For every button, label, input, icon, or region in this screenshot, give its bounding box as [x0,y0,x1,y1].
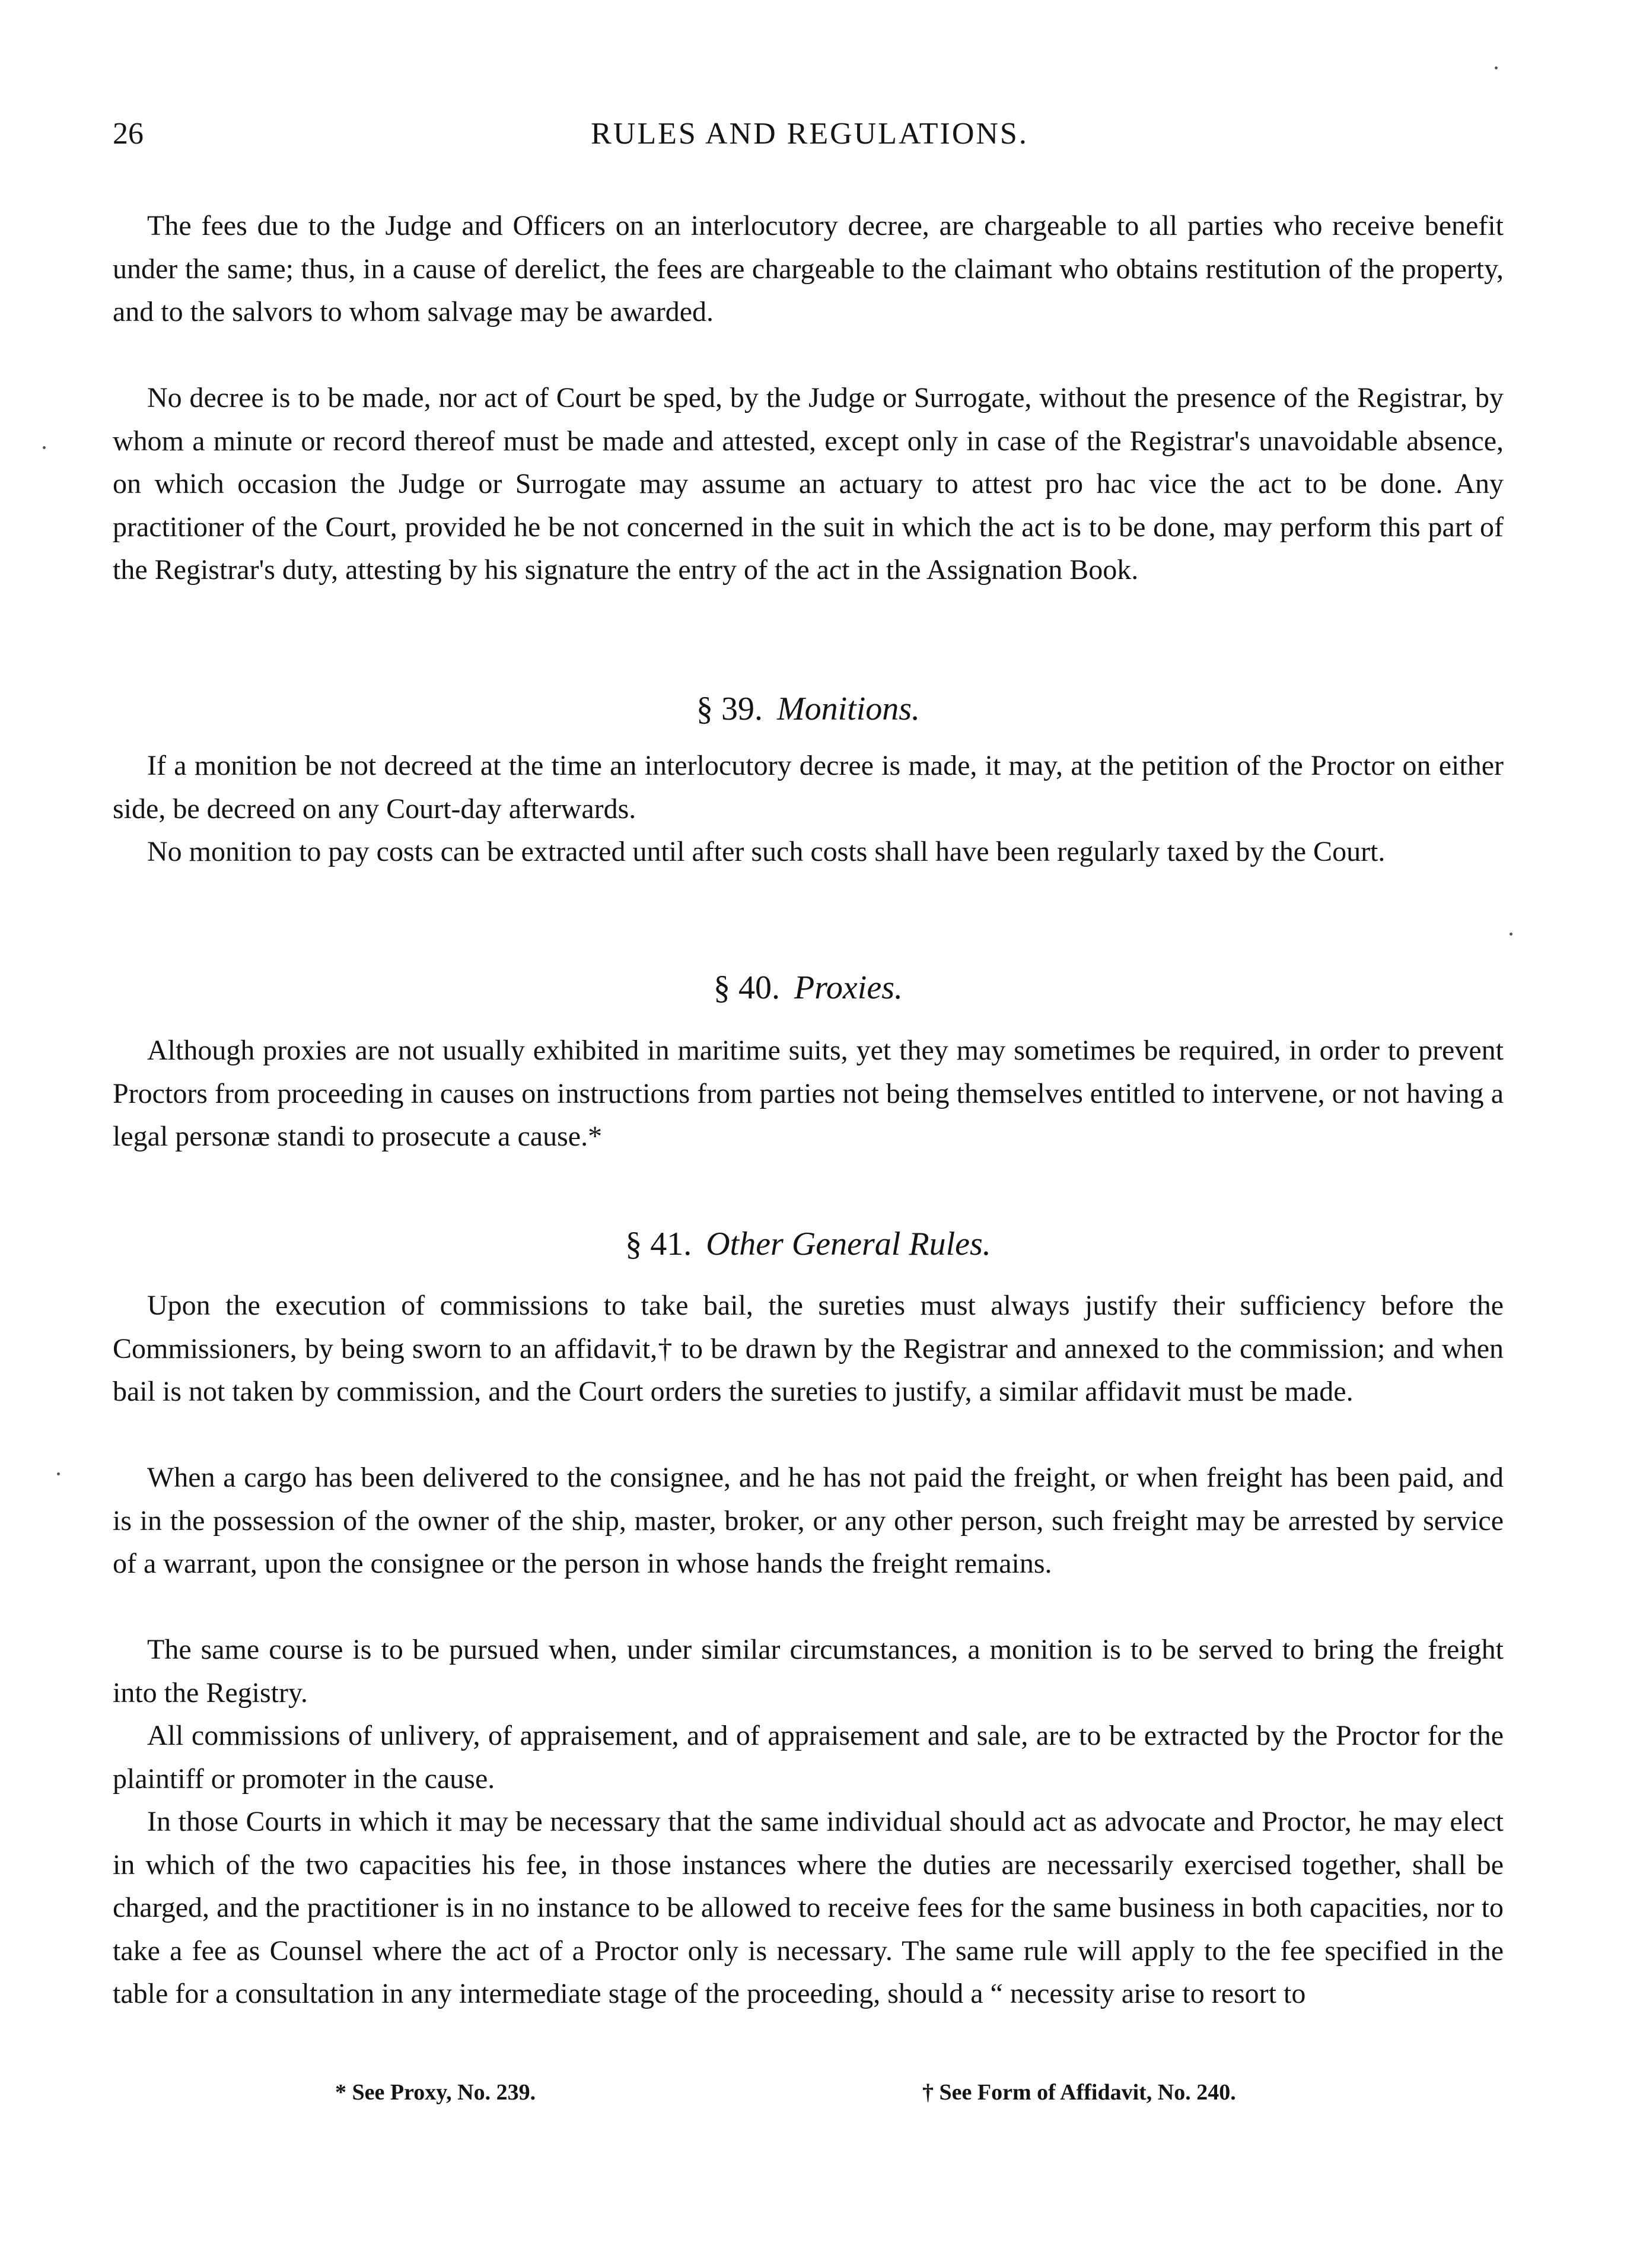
section-number: § 41. [625,1226,692,1262]
section-title: Other General Rules. [706,1226,991,1262]
paragraph-proxies: Although proxies are not usually exhibited in maritime suits, yet they may sometimes be required, in order to prevent Proctors from proceeding in causes on instructions from parties not being themselves entitled to intervene, or not having a legal personæ standi to prosecute a cause.* [113,1035,1504,1152]
section-title: Monitions. [776,691,921,727]
page-header [113,116,1507,170]
paragraph-registrar-presence: No decree is to be made, nor act of Court be sped, by the Judge or Surrogate, without the presence of the Registrar, by whom a minute or record thereof must be made and attested, except only in case of the Registrar's unavoidable absence, on which occasion the Judge or Surrogate may assume an actuary to attest pro hac vice the act to be done. Any practitioner of the Court, provided he be not concerned in the suit in which the act is to be done, may perform this part of the Registrar's duty, attesting by his signature the entry of the act in the Assignation Book. [113,382,1504,586]
paper-speck [1510,933,1512,936]
section-39-heading [113,685,1504,733]
page-number: 26 [113,117,144,151]
running-title: RULES AND REGULATIONS. [591,117,1028,151]
paragraph-cargo-freight: When a cargo has been delivered to the consignee, and he has not paid the freight, or when freight has been paid, and is in the possession of the owner of the ship, master, broker, or any other person, such freight may be arrested by service of a warrant, upon the consignee or the person in whose hands the freight remains. [113,1462,1504,1579]
footnote-affidavit: † See Form of Affidavit, No. 240. [922,2080,1236,2105]
section-title: Proxies. [794,969,903,1006]
paper-speck [43,446,46,449]
paragraph-advocate-proctor: In those Courts in which it may be necessary that the same individual should act as advocate and Proctor, he may elect in which of the two capacities his fee, in those instances where the duties are necessarily exercised together, shall be charged, and the practitioner is in no instance to be allowed to receive fees for the same business in both capacities, nor to take a fee as Counsel where the act of a Proctor only is necessary. The same rule will apply to the fee specified in the table for a consultation in any intermediate stage of the proceeding, should a “ necessity arise to resort to [113,1806,1504,2009]
section-number: § 39. [696,691,763,727]
paper-speck [1495,66,1498,69]
paragraph-interlocutory-fees: The fees due to the Judge and Officers on an interlocutory decree, are chargeable to all parties who receive benefit under the same; thus, in a cause of derelict, the fees are chargeable to the claimant who obtains restitution of the property, and to the salvors to whom salvage may be awarded. [113,210,1504,327]
section-41-heading [113,1220,1504,1268]
paragraph-unlivery-commissions: All commissions of unlivery, of appraisement, and of appraisement and sale, are to be extracted by the Proctor for the plaintiff or promoter in the cause. [113,1720,1504,1795]
paragraph-monition-registry: The same course is to be pursued when, under similar circumstances, a monition is to be served to bring the freight into the Registry. [113,1634,1504,1709]
paragraph-monition-decree: If a monition be not decreed at the time an interlocutory decree is made, it may, at the petition of the Proctor on either side, be decreed on any Court-day afterwards. [113,750,1504,825]
paragraph-bail-commissions: Upon the execution of commissions to take bail, the sureties must always justify their sufficiency before the Commissioners, by being sworn to an affidavit,† to be drawn by the Registrar and annexed to the commission; and when bail is not taken by commission, and the Court orders the sureties to justify, a similar affidavit must be made. [113,1290,1504,1407]
footnote-proxy: * See Proxy, No. 239. [335,2080,536,2105]
paragraph-monition-costs: No monition to pay costs can be extracted until after such costs shall have been regularly taxed by the Court. [147,836,1386,867]
paper-speck [57,1472,60,1475]
section-40-heading [113,964,1504,1011]
section-number: § 40. [714,969,780,1006]
